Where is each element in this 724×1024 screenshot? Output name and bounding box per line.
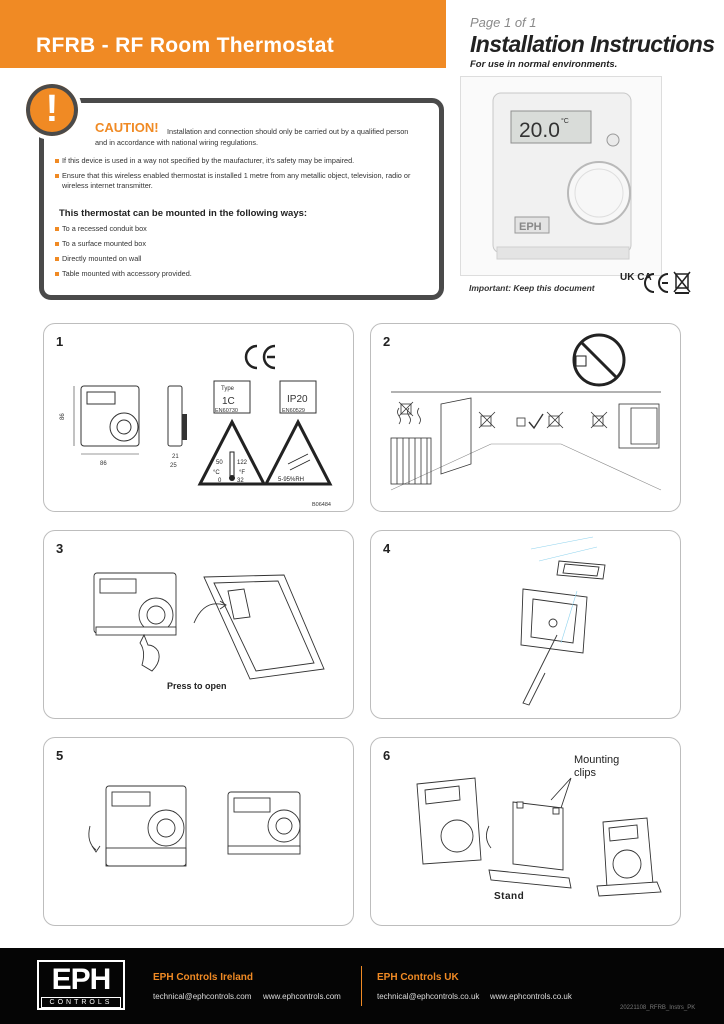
doc-code: 20221108_RFRB_Instrs_PK (620, 1005, 696, 1011)
warning-icon: ! (22, 80, 82, 140)
type-value: 1C (222, 396, 235, 407)
step-panel-4 (370, 530, 681, 719)
step-number: 6 (383, 748, 391, 763)
logo-sub: CONTROLS (41, 997, 121, 1008)
caution-heading: CAUTION! (95, 120, 159, 135)
display-unit: °C (561, 118, 569, 125)
clips-line-1: Mounting (574, 754, 620, 766)
wall-plate-diagram (371, 531, 682, 720)
unit-c: °C (213, 470, 220, 476)
temp-c-low: 0 (218, 478, 222, 484)
caution-bullet: Ensure that this wireless enabled thermostat is installed 1 metre from any metallic object, television, radio or wireless internet transmitter. (62, 171, 422, 191)
doc-subtitle: For use in normal environments. (470, 59, 618, 70)
uk-website[interactable]: www.ephcontrols.co.uk (490, 992, 572, 1001)
brand-plate: EPH (519, 221, 542, 233)
ireland-email[interactable]: technical@ephcontrols.com (153, 992, 252, 1001)
dim-depth-1: 21 (172, 454, 179, 460)
product-title: RFRB - RF Room Thermostat (36, 34, 334, 57)
doc-title: Installation Instructions (470, 31, 715, 57)
unit-f: °F (239, 470, 246, 476)
mount-title: This thermostat can be mounted in the following ways: (59, 208, 308, 219)
step-number: 2 (383, 334, 391, 349)
type-label: Type (221, 386, 235, 392)
keep-note: Important: Keep this document (469, 283, 595, 293)
clips-line-2: clips (574, 767, 597, 779)
step-panel-5 (43, 737, 354, 926)
mount-option: Table mounted with accessory provided. (62, 269, 192, 278)
temp-f-high: 122 (237, 460, 248, 466)
caution-intro: Installation and connection should only be carried out by a qualified person and in accordance with national wiring regulations. (95, 127, 409, 147)
step-number: 4 (383, 541, 391, 556)
type-standard: EN60730 (215, 408, 238, 414)
display-reading: 20.0 (519, 119, 560, 142)
uk-email[interactable]: technical@ephcontrols.co.uk (377, 992, 480, 1001)
mount-option: To a surface mounted box (62, 239, 146, 248)
uk-company: EPH Controls UK (377, 972, 459, 983)
caution-bullet: If this device is used in a way not specified by the maufacturer, it's safety may be impaired. (62, 156, 422, 166)
step-number: 5 (56, 748, 64, 763)
mount-option: To a recessed conduit box (62, 224, 147, 233)
step-panel-1 (43, 323, 354, 512)
product-photo (460, 76, 662, 276)
step-panel-2 (370, 323, 681, 512)
temp-c-high: 50 (216, 460, 223, 466)
logo-main: EPH (51, 963, 111, 996)
placement-diagram (371, 324, 682, 513)
dim-height: 86 (60, 413, 66, 420)
step-number: 3 (56, 541, 64, 556)
dim-depth-2: 25 (170, 463, 177, 469)
step-number: 1 (56, 334, 64, 349)
ireland-website[interactable]: www.ephcontrols.com (263, 992, 341, 1001)
ukca-mark: UK CA (620, 272, 652, 283)
ireland-company: EPH Controls Ireland (153, 972, 254, 983)
step-panel-3 (43, 530, 354, 719)
part-code: B06484 (312, 502, 331, 508)
step-panel-6 (370, 737, 681, 926)
eph-logo (37, 960, 125, 1010)
stand-label: Stand (494, 891, 525, 902)
ip-rating: IP20 (287, 394, 308, 405)
footer-divider (361, 966, 362, 1006)
ip-standard: EN60529 (282, 408, 305, 414)
humidity-range: 5-95%RH (278, 477, 305, 483)
dim-width: 86 (100, 461, 107, 467)
mount-option: Directly mounted on wall (62, 254, 142, 263)
certification-marks (618, 270, 708, 301)
press-caption: Press to open (167, 681, 227, 691)
page-label: Page 1 of 1 (470, 15, 537, 30)
temp-f-low: 32 (237, 478, 244, 484)
